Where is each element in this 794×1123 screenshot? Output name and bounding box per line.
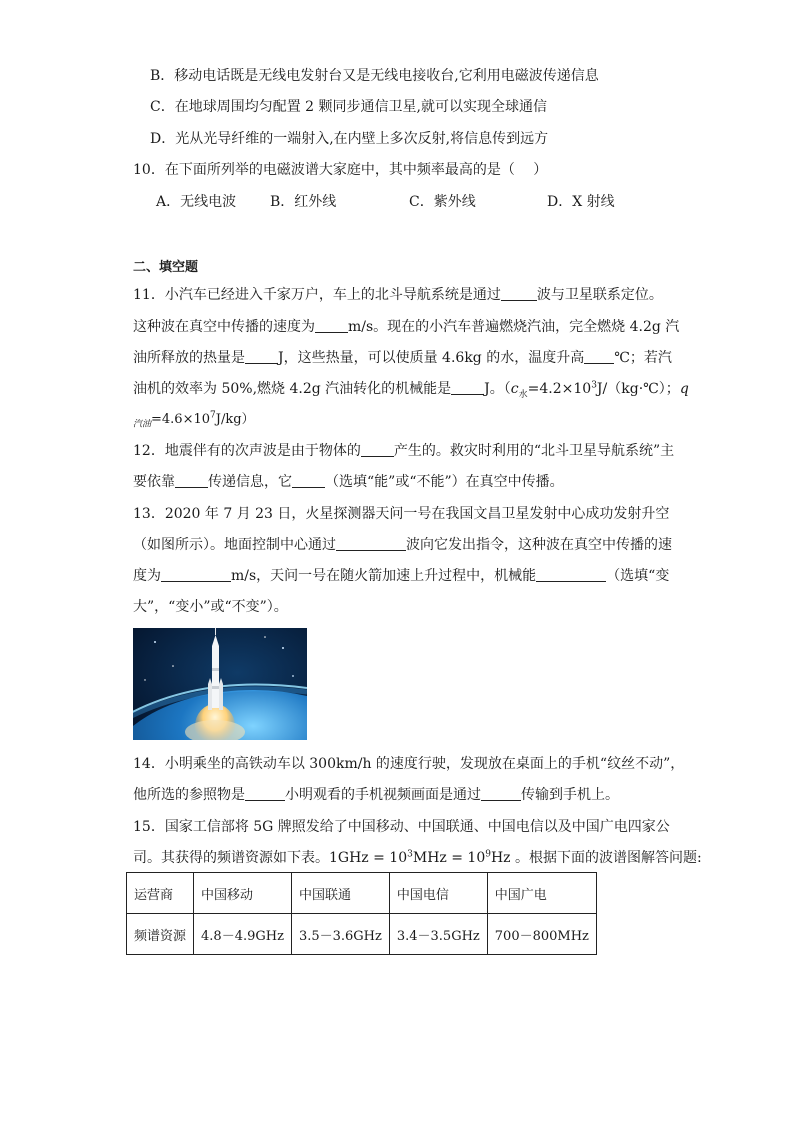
table-header-cell: 中国移动 [194, 873, 292, 914]
q9-option-b: B．移动电话既是无线电发射台又是无线电接收台,它利用电磁波传递信息 [150, 68, 599, 84]
section-title: 二、填空题 [133, 260, 199, 275]
answer-blank [361, 442, 394, 457]
q14-line-1: 14．小明乘坐的高铁动车以 300km/h 的速度行驶，发现放在桌面上的手机“纹丝不动”， [133, 756, 685, 772]
table-row [127, 873, 597, 914]
answer-blank [536, 567, 606, 582]
q13-line-1: 13．2020 年 7 月 23 日，火星探测器天问一号在我国文昌卫星发射中心成功发射升空 [133, 506, 670, 522]
q11-line-1: 11．小汽车已经进入千家万户，车上的北斗导航系统是通过 波与卫星联系定位。 [133, 287, 663, 303]
q10-stem: 10．在下面所列举的电磁波谱大家庭中，其中频率最高的是（ ） [133, 162, 548, 178]
answer-blank [292, 473, 325, 488]
table-cell: 3.5－3.6GHz [291, 914, 389, 955]
table-cell: 700－800MHz [487, 914, 596, 955]
q13-line-2: （如图所示）。地面控制中心通过 波向它发出指令，这种波在真空中传播的速 [133, 537, 672, 553]
rocket-launch-illustration [133, 628, 307, 740]
q13-line-3: 度为 m/s，天问一号在随火箭加速上升过程中，机械能 （选填“变 [133, 568, 670, 584]
answer-blank [245, 786, 285, 801]
rocket-launch-figure [133, 628, 307, 740]
q10-option-d: D．X 射线 [547, 194, 615, 210]
q12-line-1: 12．地震伴有的次声波是由于物体的 产生的。救灾时利用的“北斗卫星导航系统”主 [133, 443, 675, 459]
table-row [127, 914, 597, 955]
table-header-cell: 中国联通 [291, 873, 389, 914]
table-header-cell: 运营商 [127, 873, 194, 914]
table-cell: 3.4－3.5GHz [389, 914, 487, 955]
answer-blank [245, 349, 278, 364]
table-header-cell: 中国广电 [487, 873, 596, 914]
q9-option-d: D．光从光导纤维的一端射入,在内壁上多次反射,将信息传到远方 [150, 131, 549, 147]
q14-line-2: 他所选的参照物是 小明观看的手机视频画面是通过 传输到手机上。 [133, 787, 619, 803]
answer-blank [451, 380, 484, 395]
q11-line-3: 油所释放的热量是 J，这些热量，可以使质量 4.6kg 的水，温度升高 ℃；若汽 [133, 350, 672, 366]
answer-blank [584, 349, 614, 364]
spectrum-table [126, 872, 597, 955]
q10-option-b: B．红外线 [270, 194, 337, 210]
table-header-cell: 中国电信 [389, 873, 487, 914]
answer-blank [481, 786, 521, 801]
q11-line-4: 油机的效率为 50%,燃烧 4.2g 汽油转化的机械能是 J。（$c_水=4.2\times 10^3J/(kg\cdot℃)$；q [133, 380, 689, 400]
q10-option-a: A．无线电波 [156, 194, 237, 210]
q12-line-2: 要依靠 传递信息，它 （选填“能”或“不能”）在真空中传播。 [133, 474, 564, 490]
table-cell: 4.8－4.9GHz [194, 914, 292, 955]
q11-line-5: $_{汽油}=4.6\times 10^7J/kg$） [133, 410, 255, 430]
answer-blank [501, 286, 537, 301]
q13-line-4: 大”，“变小”或“不变”）。 [133, 599, 288, 615]
answer-blank [175, 473, 208, 488]
q10-option-c: C．紫外线 [409, 194, 476, 210]
answer-blank [336, 536, 406, 551]
q9-option-c: C．在地球周围均匀配置 2 颗同步通信卫星,就可以实现全球通信 [150, 99, 547, 115]
q15-line-1: 15．国家工信部将 5G 牌照发给了中国移动、中国联通、中国电信以及中国广电四家公 [133, 819, 670, 835]
answer-blank [161, 567, 231, 582]
answer-blank [315, 318, 348, 333]
q11-line-2: 这种波在真空中传播的速度为 m/s。现在的小汽车普遍燃烧汽油，完全燃烧 4.2g 汽 [133, 319, 680, 335]
q15-line-2: 司。其获得的频谱资源如下表。$1GHz = 10^3MHz = 10^9Hz$ 。根据下面的波谱图解答问题: [133, 849, 702, 866]
table-cell: 频谱资源 [127, 914, 194, 955]
